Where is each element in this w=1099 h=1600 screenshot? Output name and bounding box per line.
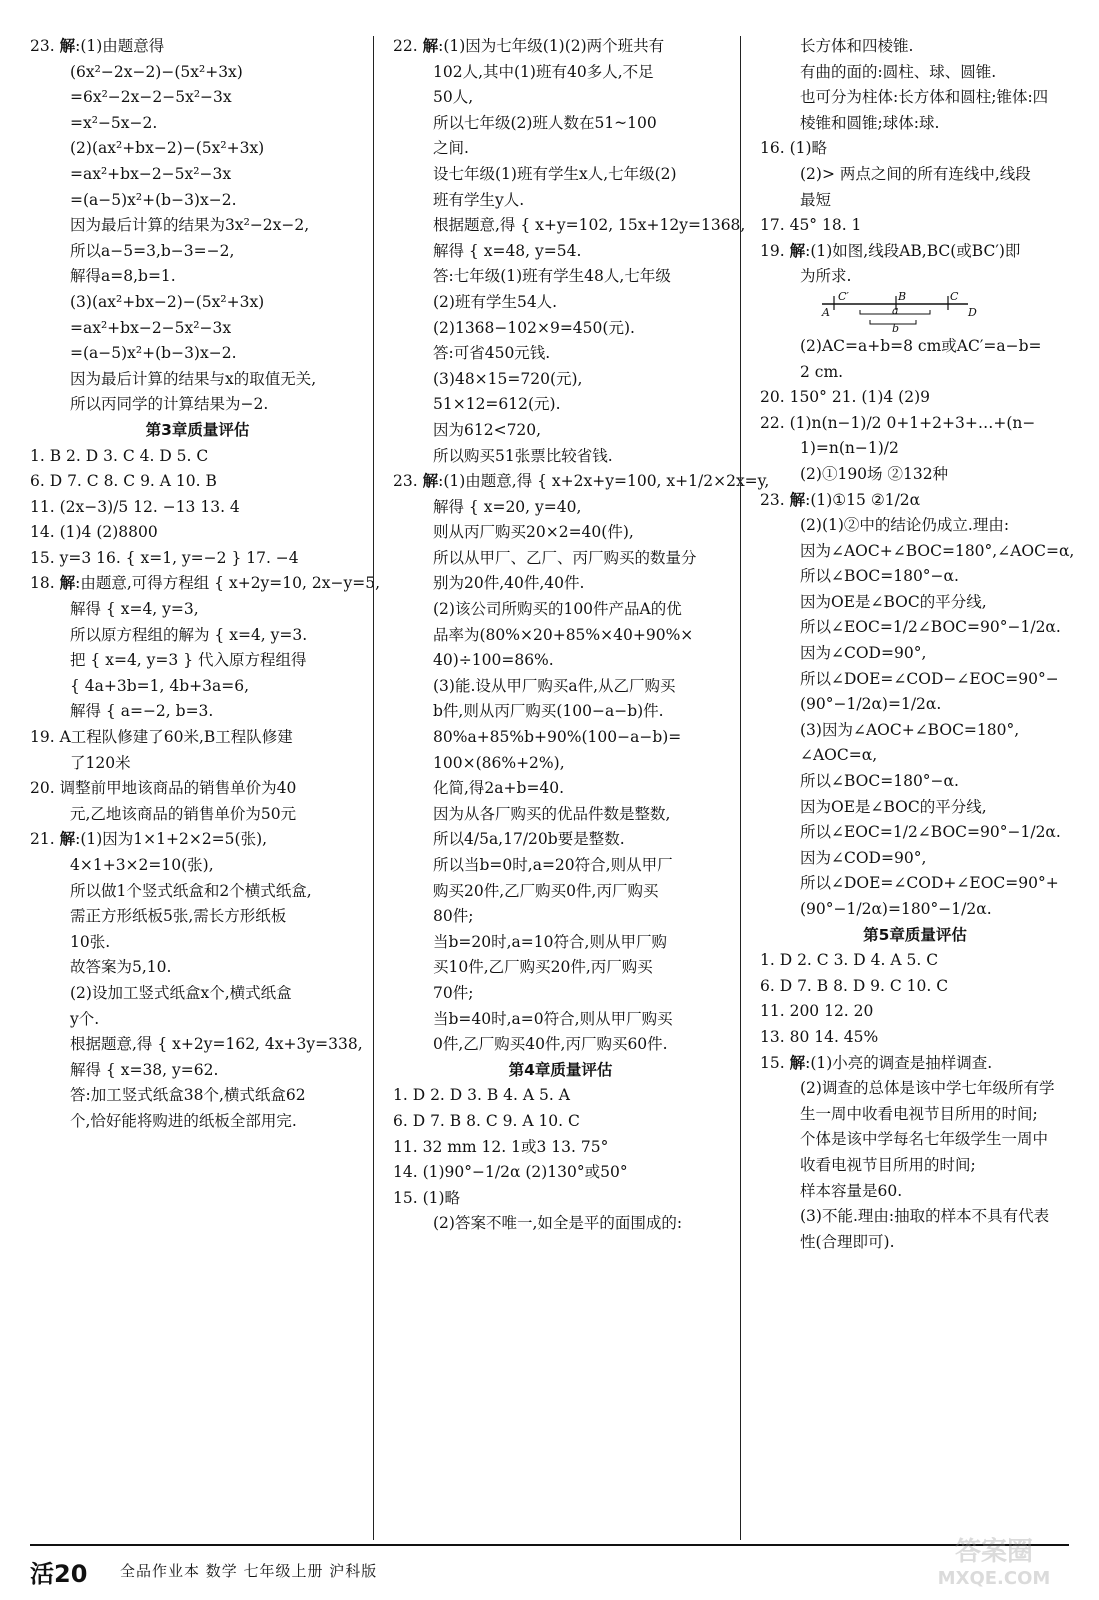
answer-line: 14. (1)90°−1/2α (2)130°或50°	[393, 1163, 628, 1182]
answer-line: 则从丙厂购买20×2=40(件),	[433, 523, 634, 542]
answer-line: 因为∠COD=90°,	[800, 644, 927, 663]
watermark-logo	[909, 1532, 1079, 1590]
answer-line: 15. y=3 16. { x=1, y=−2 } 17. −4	[30, 548, 299, 567]
answer-line: 所以∠BOC=180°−α.	[800, 567, 959, 586]
answer-line: 6. D 7. B 8. D 9. C 10. C	[760, 976, 949, 995]
answer-line: 51×12=612(元).	[433, 395, 561, 414]
answer-line: 性(合理即可).	[800, 1232, 895, 1251]
answer-line: ∠AOC=α,	[800, 746, 878, 765]
answer-line: 答:七年级(1)班有学生48人,七年级	[433, 267, 671, 286]
answer-line: 80%a+85%b+90%(100−a−b)=	[433, 728, 682, 747]
answer-line: 购买20件,乙厂购买0件,丙厂购买	[433, 881, 659, 900]
answer-line: 解得 { x=48, y=54.	[433, 241, 582, 260]
answer-line: 18. 解:由题意,可得方程组 { x+2y=10, 2x−y=5,	[30, 574, 380, 593]
answer-line: 0件,乙厂购买40件,丙厂购买60件.	[433, 1035, 668, 1054]
answer-line: 因为从各厂购买的优品件数是整数,	[433, 804, 671, 823]
column-divider	[373, 36, 374, 1540]
answer-line: (90°−1/2α)=1/2α.	[800, 695, 942, 714]
answer-line: 把 { x=4, y=3 } 代入原方程组得	[70, 651, 307, 670]
answer-line: 11. (2x−3)/5 12. −13 13. 4	[30, 497, 240, 516]
answer-line: (3)不能.理由:抽取的样本不具有代表	[800, 1207, 1050, 1226]
answer-line: 2 cm.	[800, 362, 844, 381]
answer-line: 20. 150° 21. (1)4 (2)9	[760, 388, 930, 407]
answer-line: 个体是该中学每名七年级学生一周中	[800, 1130, 1049, 1149]
answer-line: 22. (1)n(n−1)/2 0+1+2+3+…+(n−	[760, 413, 1036, 432]
answer-line: (2)答案不唯一,如全是平的面围成的:	[433, 1214, 683, 1233]
answer-line: =6x²−2x−2−5x²−3x	[70, 88, 232, 107]
answer-line: 有曲的面的:圆柱、球、圆锥.	[800, 62, 997, 81]
answer-line: 解得 { x=38, y=62.	[70, 1060, 219, 1079]
answer-line: 所以∠BOC=180°−α.	[800, 772, 959, 791]
answer-line: 长方体和四棱锥.	[800, 37, 914, 55]
answer-line: 别为20件,40件,40件.	[433, 574, 585, 593]
answer-line: (3)因为∠AOC+∠BOC=180°,	[800, 720, 1020, 739]
answer-line: { 4a+3b=1, 4b+3a=6,	[70, 676, 250, 695]
answer-line: 解得 { a=−2, b=3.	[70, 702, 214, 721]
figure-label: A	[822, 305, 830, 319]
answer-line: 解得 { x=4, y=3,	[70, 600, 199, 619]
answer-line: 19. 解:(1)如图,线段AB,BC(或BC′)即	[760, 241, 1021, 260]
answer-line: 22. 解:(1)因为七年级(1)(2)两个班共有	[393, 37, 665, 55]
answer-line: 买10件,乙厂购买20件,丙厂购买	[433, 958, 653, 977]
answer-line: (2)调查的总体是该中学七年级所有学	[800, 1079, 1055, 1098]
answer-line: (2)> 两点之间的所有连线中,线段	[800, 164, 1031, 183]
answer-line: 设七年级(1)班有学生x人,七年级(2)	[433, 164, 677, 183]
answer-line: 40)÷100=86%.	[433, 651, 554, 670]
answer-line: (2)AC=a+b=8 cm或AC′=a−b=	[800, 336, 1042, 355]
answer-line: 6. D 7. B 8. C 9. A 10. C	[393, 1111, 580, 1130]
answer-line: 生一周中收看电视节目所用的时间;	[800, 1104, 1038, 1123]
page-number: 活20	[30, 1560, 88, 1588]
answer-line: 所以a−5=3,b−3=−2,	[70, 241, 235, 260]
answer-line: 13. 80 14. 45%	[760, 1027, 879, 1046]
answer-line: 23. 解:(1)由题意得	[30, 37, 165, 55]
answer-line: y个.	[70, 1009, 100, 1028]
answer-line: 所以当b=0时,a=20符合,则从甲厂	[433, 856, 673, 874]
answer-line: 根据题意,得 { x+2y=162, 4x+3y=338,	[70, 1035, 363, 1054]
answer-column-3	[760, 34, 1075, 1540]
answer-line: 所以做1个竖式纸盒和2个横式纸盒,	[70, 881, 312, 900]
answer-line: =x²−5x−2.	[70, 113, 158, 132]
answer-line: 解得a=8,b=1.	[70, 267, 176, 286]
section-heading: 第4章质量评估	[508, 1060, 613, 1079]
answer-line: 因为最后计算的结果为3x²−2x−2,	[70, 216, 310, 235]
answer-line: 所以∠EOC=1/2∠BOC=90°−1/2α.	[800, 618, 1061, 637]
answer-line: (2)班有学生54人.	[433, 292, 558, 311]
answer-line: =(a−5)x²+(b−3)x−2.	[70, 190, 237, 209]
answer-line: 1. D 2. D 3. B 4. A 5. A	[393, 1086, 570, 1105]
answer-line: 故答案为5,10.	[70, 958, 172, 977]
answer-line: 所以七年级(2)班人数在51~100	[433, 113, 657, 132]
answer-column-1	[30, 34, 380, 1540]
answer-line: (6x²−2x−2)−(5x²+3x)	[70, 62, 243, 81]
answer-line: 化简,得2a+b=40.	[433, 779, 565, 798]
answer-line: 样本容量是60.	[800, 1181, 903, 1200]
answer-line: 所以原方程组的解为 { x=4, y=3.	[70, 625, 308, 644]
answer-line: 所以购买51张票比较省钱.	[433, 446, 613, 465]
answer-line: 16. (1)略	[760, 139, 828, 158]
section-heading: 第3章质量评估	[145, 420, 250, 439]
answer-line: 需正方形纸板5张,需长方形纸板	[70, 907, 287, 926]
answer-line: 因为最后计算的结果与x的取值无关,	[70, 369, 317, 388]
answer-line: =ax²+bx−2−5x²−3x	[70, 318, 232, 337]
answer-line: 15. 解:(1)小亮的调查是抽样调查.	[760, 1053, 993, 1072]
answer-line: 23. 解:(1)①15 ②1/2α	[760, 490, 921, 509]
answer-line: (90°−1/2α)=180°−1/2α.	[800, 900, 992, 918]
answer-line: 所以丙同学的计算结果为−2.	[70, 395, 269, 414]
answer-line: 11. 32 mm 12. 1或3 13. 75°	[393, 1137, 609, 1156]
answer-line: 了120米	[70, 753, 131, 772]
answer-line: 元,乙地该商品的销售单价为50元	[70, 804, 297, 823]
answer-line: =ax²+bx−2−5x²−3x	[70, 164, 232, 183]
answer-line: 当b=20时,a=10符合,则从甲厂购	[433, 932, 667, 951]
figure-label: D	[968, 305, 977, 319]
answer-line: 收看电视节目所用的时间;	[800, 1155, 976, 1174]
answer-line: 所以4/5a,17/20b要是整数.	[433, 830, 625, 849]
answer-line: 答:加工竖式纸盒38个,横式纸盒62	[70, 1086, 306, 1105]
answer-line: 答:可省450元钱.	[433, 344, 551, 363]
answer-line: 102人,其中(1)班有40多人,不足	[433, 62, 654, 81]
answer-line: (2)该公司所购买的100件产品A的优	[433, 600, 682, 619]
answer-line: 1)=n(n−1)/2	[800, 439, 899, 458]
answer-line: 因为∠COD=90°,	[800, 848, 927, 867]
answer-line: (2)设加工竖式纸盒x个,横式纸盒	[70, 983, 292, 1002]
column-divider	[740, 36, 741, 1540]
answer-line: 品率为(80%×20+85%×40+90%×	[433, 625, 694, 644]
figure-label: a	[892, 303, 899, 317]
answer-line: 23. 解:(1)由题意,得 { x+2x+y=100, x+1/2×2x=y,	[393, 472, 770, 491]
answer-line: 10张.	[70, 932, 111, 951]
answer-line: 为所求.	[800, 267, 852, 286]
answer-line: 当b=40时,a=0符合,则从甲厂购买	[433, 1009, 673, 1028]
answer-line: 因为OE是∠BOC的平分线,	[800, 797, 987, 816]
watermark-text-2: MXQE.COM	[937, 1568, 1051, 1589]
answer-line: (2)(1)②中的结论仍成立.理由:	[800, 516, 1010, 535]
answer-line: 70件;	[433, 983, 474, 1002]
answer-line: 17. 45° 18. 1	[760, 216, 862, 235]
answer-line: 15. (1)略	[393, 1188, 461, 1207]
answer-line: b件,则从丙厂购买(100−a−b)件.	[433, 702, 664, 721]
answer-line: 6. D 7. C 8. C 9. A 10. B	[30, 472, 217, 491]
answer-line: 19. A工程队修建了60米,B工程队修建	[30, 728, 293, 747]
answer-line: 因为612<720,	[433, 420, 542, 439]
answer-line: =(a−5)x²+(b−3)x−2.	[70, 344, 237, 363]
answer-line: 所以∠DOE=∠COD+∠EOC=90°+	[800, 874, 1059, 893]
answer-line: 解得 { x=20, y=40,	[433, 497, 582, 516]
answer-line: 1. D 2. C 3. D 4. A 5. C	[760, 951, 939, 970]
book-title: 全品作业本 数学 七年级上册 沪科版	[120, 1562, 378, 1580]
answer-line: 所以从甲厂、乙厂、丙厂购买的数量分	[433, 548, 697, 567]
answer-line: 棱锥和圆锥;球体:球.	[800, 113, 940, 132]
answer-line: 因为OE是∠BOC的平分线,	[800, 592, 987, 611]
answer-line: 1. B 2. D 3. C 4. D 5. C	[30, 446, 209, 465]
answer-line: 50人,	[433, 88, 474, 107]
answer-line: (2)(ax²+bx−2)−(5x²+3x)	[70, 139, 265, 158]
figure-label: C	[950, 289, 959, 303]
answer-line: (2)1368−102×9=450(元).	[433, 318, 635, 337]
answer-line: (3)能.设从甲厂购买a件,从乙厂购买	[433, 676, 676, 695]
answer-line: 也可分为柱体:长方体和圆柱;锥体:四	[800, 88, 1049, 107]
answer-line: 最短	[800, 190, 832, 209]
answer-line: (3)(ax²+bx−2)−(5x²+3x)	[70, 292, 265, 311]
answer-line: 14. (1)4 (2)8800	[30, 523, 158, 542]
figure-label: C′	[838, 289, 849, 303]
answer-line: 20. 调整前甲地该商品的销售单价为40	[30, 779, 297, 798]
answer-line: 11. 200 12. 20	[760, 1002, 874, 1021]
answer-line: 班有学生y人.	[433, 190, 525, 209]
figure-label: B	[898, 289, 907, 303]
answer-line: 所以∠DOE=∠COD−∠EOC=90°−	[800, 669, 1059, 688]
answer-line: 因为∠AOC+∠BOC=180°,∠AOC=α,	[800, 541, 1075, 560]
answer-line: 80件;	[433, 907, 474, 926]
answer-line: 所以∠EOC=1/2∠BOC=90°−1/2α.	[800, 823, 1061, 842]
answer-column-2	[393, 34, 770, 1540]
answer-line: (2)①190场 ②132种	[800, 464, 949, 483]
answer-line: 21. 解:(1)因为1×1+2×2=5(张),	[30, 830, 268, 849]
section-heading: 第5章质量评估	[863, 925, 967, 944]
watermark-text-1: 答案圈	[954, 1537, 1034, 1567]
answer-line: (3)48×15=720(元),	[433, 369, 583, 388]
answer-line: 4×1+3×2=10(张),	[70, 856, 214, 874]
figure-label: b	[892, 321, 900, 334]
segment-figure	[820, 290, 1070, 334]
answer-line: 之间.	[433, 139, 469, 158]
answer-line: 个,恰好能将购进的纸板全部用完.	[70, 1111, 297, 1130]
answer-line: 根据题意,得 { x+y=102, 15x+12y=1368,	[433, 216, 746, 235]
answer-line: 100×(86%+2%),	[433, 753, 565, 772]
